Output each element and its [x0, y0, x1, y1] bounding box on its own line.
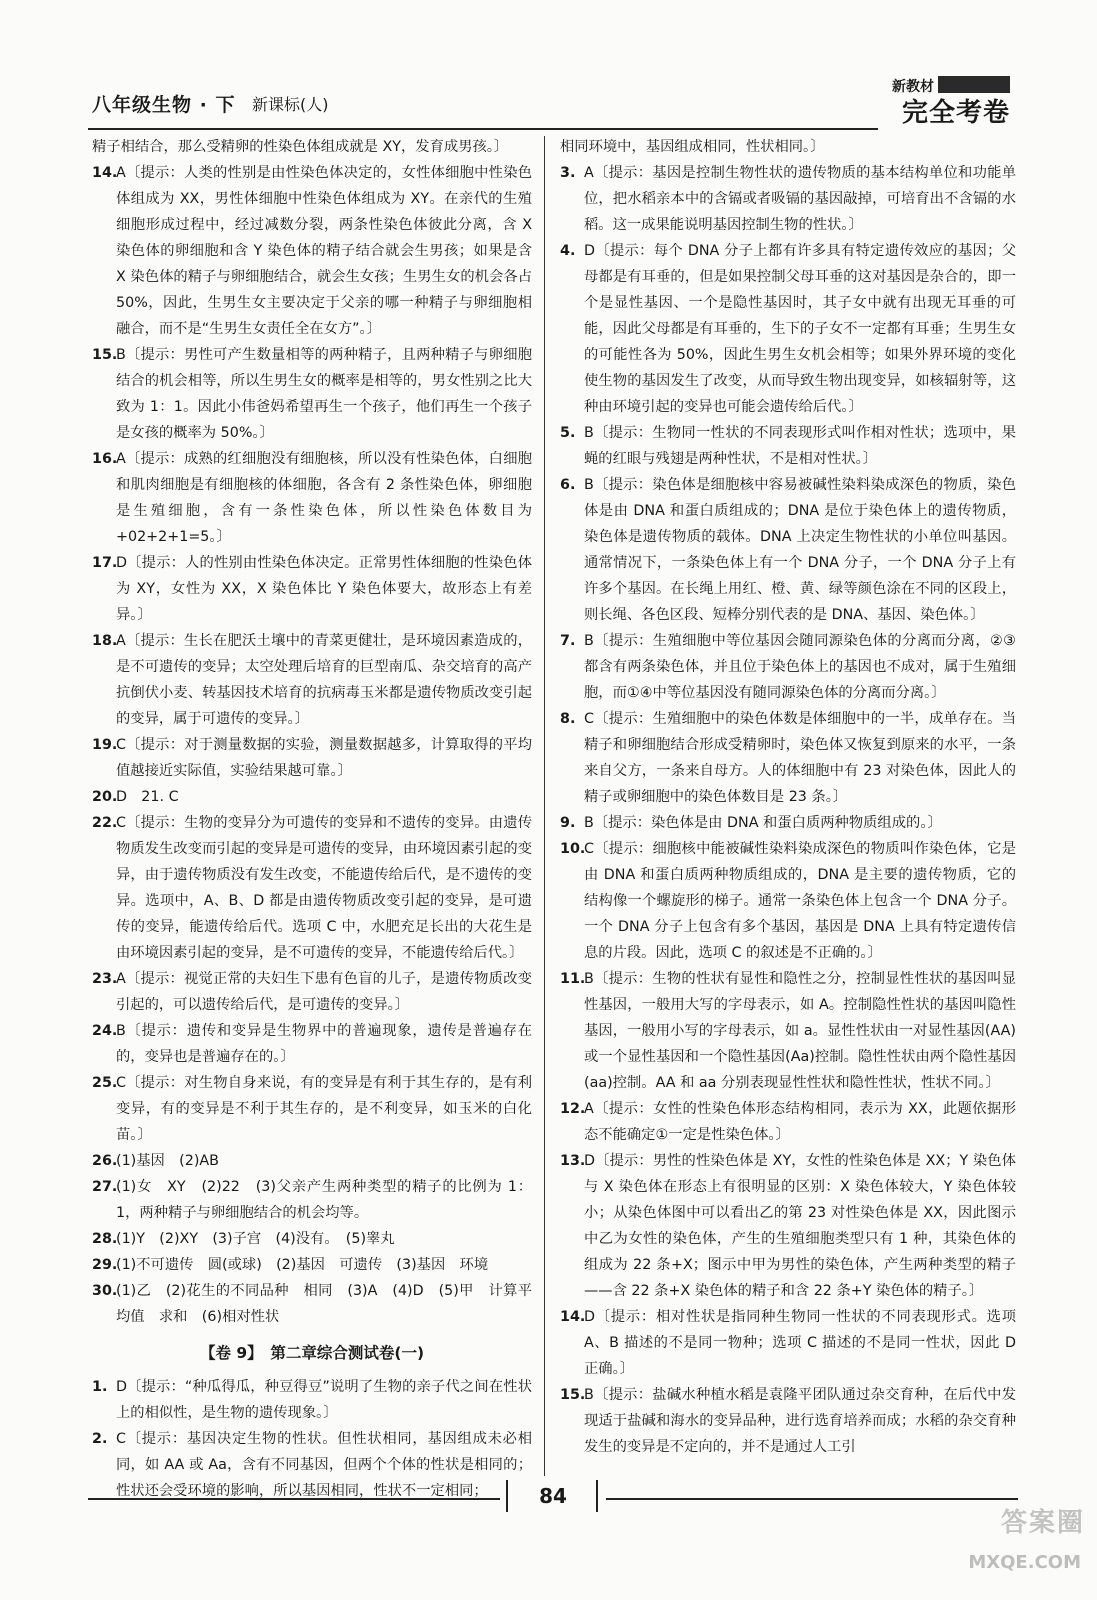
answer-text: D 21. C: [116, 789, 179, 805]
answer-number: 15.: [92, 347, 118, 363]
answer-number: 15.: [560, 1387, 586, 1403]
answer-text: C〔提示：对于测量数据的实验，测量数据越多，计算取得的平均值越接近实际值，实验结果越可靠。〕: [116, 737, 532, 779]
answer-number: 3.: [560, 165, 576, 181]
answer-text: B〔提示：染色体是细胞核中容易被碱性染料染成深色的物质，染色体是由 DNA 和蛋白质组成的；DNA 是位于染色体上的遗传物质，染色体是遗传物质的载体。DNA 上决定生物性状的小单位叫基因。通常情况下，一条染色体上有一个 DNA 分子，一个 DNA 分子上有许多个基因。在长绳上用红、橙、黄、绿等颜色涂在不同的区段上，则长绳、各色区段、短棒分别代表的是 DNA、基因、染色体。〕: [584, 477, 1016, 623]
answer-number: 11.: [560, 971, 586, 987]
answer-text: A〔提示：生长在肥沃土壤中的青菜更健壮，是环境因素造成的，是不可遗传的变异；太空处理后培育的巨型南瓜、杂交培育的高产抗倒伏小麦、转基因技术培育的抗病毒玉米都是遗传物质改变引起的变异，属于可遗传的变异。〕: [116, 633, 532, 727]
subject-title: 八年级生物 · 下: [92, 94, 236, 116]
column-divider: [544, 136, 545, 1476]
answer-item: [92, 1018, 532, 1070]
watermark-url: MXQE.COM: [968, 1552, 1081, 1573]
page-number: 84: [539, 1484, 567, 1508]
left-continuation: 精子相结合，那么受精卵的性染色体组成就是 XY，发育成男孩。〕: [92, 139, 509, 155]
answer-item: [92, 160, 532, 342]
answer-text: C〔提示：细胞核中能被碱性染料染成深色的物质叫作染色体，它是由 DNA 和蛋白质两种物质组成的，DNA 是主要的遗传物质，它的结构像一个螺旋形的梯子。通常一条染色体上包含一个 DNA 分子。一个 DNA 分子上包含有多个基因，基因是 DNA 上具有特定遗传信息的片段。因此，选项 C 的叙述是不正确的。〕: [584, 841, 1016, 961]
answer-text: (1)Y (2)XY (3)子宫 (4)没有。 (5)睾丸: [116, 1231, 395, 1247]
answer-item: [92, 1174, 532, 1226]
answer-item: [92, 342, 532, 446]
answer-text: D〔提示：男性的性染色体是 XY，女性的性染色体是 XX；Y 染色体与 X 染色体在形态上有很明显的区别：X 染色体较大，Y 染色体较小；从染色体图中可以看出乙的第 23 对性染色体是 XX，因此图示中乙为女性的染色体，产生的生殖细胞类型只有 1 种，其染色体的组成为 22 条+X；图示中甲为男性的染色体，产生两种类型的精子——含 22 条+X 染色体的精子和含 22 条+Y 染色体的精子。〕: [584, 1153, 1016, 1299]
answer-text: A〔提示：女性的性染色体形态结构相同，表示为 XX，此题依据形态不能确定①一定是性染色体。〕: [584, 1101, 1016, 1143]
answer-number: 23.: [92, 971, 118, 987]
answer-item: [92, 1252, 532, 1278]
answer-item: [560, 472, 1016, 628]
answer-text: D〔提示：相对性状是指同种生物同一性状的不同表现形式。选项 A、B 描述的不是同一物种；选项 C 描述的不是同一性状，因此 D 正确。〕: [584, 1309, 1016, 1377]
answer-item: [92, 1148, 532, 1174]
answer-number: 8.: [560, 711, 576, 727]
answer-number: 29.: [92, 1257, 118, 1273]
footer-rule-left: [88, 1498, 500, 1500]
footer-bar-left: [506, 1480, 508, 1512]
answer-item: [560, 706, 1016, 810]
brand-logo-text: 完全考卷: [901, 98, 1010, 128]
answer-text: B〔提示：染色体是由 DNA 和蛋白质两种物质组成的。〕: [584, 815, 942, 831]
answer-item: [560, 1096, 1016, 1148]
answer-number: 24.: [92, 1023, 118, 1039]
answer-number: 30.: [92, 1283, 118, 1299]
answer-item: [92, 784, 532, 810]
answer-text: B〔提示：男性可产生数量相等的两种精子，且两种精子与卵细胞结合的机会相等，所以生男生女的概率是相等的，男女性别之比大致为 1：1。因此小伟爸妈希望再生一个孩子，他们再生一个孩子是女孩的概率为 50%。〕: [116, 347, 532, 441]
answer-item: [560, 1382, 1016, 1460]
answer-text: A〔提示：人类的性别是由性染色体决定的，女性体细胞中性染色体组成为 XX，男性体细胞中性染色体组成为 XY。在亲代的生殖细胞形成过程中，经过减数分裂，两条性染色体彼此分离，含 X 染色体的卵细胞和含 Y 染色体的精子结合就会生男孩；如果是含 X 染色体的精子与卵细胞结合，就会生女孩；生男生女的机会各占 50%，因此，生男生女主要决定于父亲的哪一种精子与卵细胞相融合，而不是“生男生女责任全在女方”。〕: [116, 165, 532, 337]
answer-number: 7.: [560, 633, 576, 649]
answer-number: 26.: [92, 1153, 118, 1169]
left-column: [92, 134, 532, 1504]
footer-bar-right: [596, 1480, 598, 1512]
footer-rule-right: [606, 1498, 1018, 1500]
answer-number: 10.: [560, 841, 586, 857]
answer-number: 22.: [92, 815, 118, 831]
answer-number: 13.: [560, 1153, 586, 1169]
answer-number: 20.: [92, 789, 118, 805]
answer-text: B〔提示：盐碱水种植水稻是袁隆平团队通过杂交育种，在后代中发现适于盐碱和海水的变异品种，进行选育培养而成；水稻的杂交育种发生的变异是不定向的，并不是通过人工引: [584, 1387, 1016, 1455]
answer-item: [92, 1278, 532, 1330]
answer-text: B〔提示：生物的性状有显性和隐性之分，控制显性性状的基因叫显性基因，一般用大写的字母表示，如 A。控制隐性性状的基因叫隐性基因，一般用小写的字母表示，如 a。显性性状由一对显性基因(AA)或一个显性基因和一个隐性基因(Aa)控制。隐性性状由两个隐性基因(aa)控制。AA 和 aa 分别表现显性性状和隐性性状，性状不同。〕: [584, 971, 1016, 1091]
answer-text: (1)乙 (2)花生的不同品种 相同 (3)A (4)D (5)甲 计算平均值 求和 (6)相对性状: [116, 1283, 532, 1325]
answer-number: 14.: [560, 1309, 586, 1325]
page-footer: [88, 1478, 1018, 1518]
answer-text: C〔提示：生殖细胞中的染色体数是体细胞中的一半，成单存在。当精子和卵细胞结合形成受精卵时，染色体又恢复到原来的水平，一条来自父方，一条来自母方。人的体细胞中有 23 对染色体，因此人的精子或卵细胞中的染色体数目是 23 条。〕: [584, 711, 1016, 805]
answer-number: 5.: [560, 425, 576, 441]
answer-text: A〔提示：视觉正常的夫妇生下患有色盲的儿子，是遗传物质改变引起的，可以遗传给后代，是可遗传的变异。〕: [116, 971, 532, 1013]
answer-text: B〔提示：遗传和变异是生物界中的普遍现象，遗传是普遍存在的，变异也是普遍存在的。〕: [116, 1023, 532, 1065]
answer-text: A〔提示：基因是控制生物性状的遗传物质的基本结构单位和功能单位，把水稻亲本中的含镉或者吸镉的基因敲掉，可培育出不含镉的水稻。这一成果能说明基因控制生物的性状。〕: [584, 165, 1016, 233]
answer-number: 19.: [92, 737, 118, 753]
answer-text: C〔提示：对生物自身来说，有的变异是有利于其生存的，是有利变异，有的变异是不利于其生存的，是不利变异，如玉米的白化苗。〕: [116, 1075, 532, 1143]
answer-text: C〔提示：基因决定生物的性状。但性状相同，基因组成未必相同，如 AA 或 Aa，含有不同基因，但两个个体的性状是相同的；性状还会受环境的影响，所以基因相同，性状不一定相同；: [116, 1431, 532, 1499]
brand-subtitle: 新教材: [892, 79, 934, 95]
answer-number: 9.: [560, 815, 576, 831]
answer-number: 27.: [92, 1179, 118, 1195]
answer-number: 17.: [92, 555, 118, 571]
answer-text: B〔提示：生物同一性状的不同表现形式叫作相对性状；选项中，果蝇的红眼与残翅是两种性状，不是相对性状。〕: [584, 425, 1016, 467]
answer-number: 4.: [560, 243, 576, 259]
answer-item: [560, 160, 1016, 238]
right-column: [560, 134, 1016, 1460]
answer-item: [92, 966, 532, 1018]
answer-number: 2.: [92, 1431, 108, 1447]
page-header: [88, 79, 1018, 128]
answer-text: D〔提示：每个 DNA 分子上都有许多具有特定遗传效应的基因；父母都是有耳垂的，但是如果控制父母耳垂的这对基因是杂合的，即一个是显性基因、一个是隐性基因时，其子女中就有出现无耳垂的可能，因此父母都是有耳垂的，生下的子女不一定都有耳垂；生男生女的可能性各为 50%，因此生男生女机会相等；如果外界环境的变化使生物的基因发生了改变，从而导致生物出现变异，如核辐射等，这种由环境引起的变异也可能会遗传给后代。〕: [584, 243, 1016, 415]
answer-text: (1)基因 (2)AB: [116, 1153, 219, 1169]
edition-label: 新课标(人): [252, 95, 329, 114]
answer-item: [560, 1148, 1016, 1304]
answer-number: 6.: [560, 477, 576, 493]
right-continuation: 相同环境中，基因组成相同，性状相同。〕: [560, 139, 825, 155]
answer-text: A〔提示：成熟的红细胞没有细胞核，所以没有性染色体，白细胞和肌肉细胞是有细胞核的体细胞，各含有 2 条性染色体，卵细胞是生殖细胞，含有一条性染色体，所以性染色体数目为+02+2+1=5。〕: [116, 451, 532, 545]
answer-number: 1.: [92, 1379, 108, 1395]
answer-number: 18.: [92, 633, 118, 649]
answer-text: B〔提示：生殖细胞中等位基因会随同源染色体的分离而分离，②③都含有两条染色体，并且位于染色体上的基因也不成对，属于生殖细胞，而①④中等位基因没有随同源染色体的分离而分离。〕: [584, 633, 1016, 701]
answer-item: [92, 1374, 532, 1426]
answer-text: D〔提示：“种瓜得瓜，种豆得豆”说明了生物的亲子代之间在性状上的相似性，是生物的遗传现象。〕: [116, 1379, 532, 1421]
answer-item: [560, 1304, 1016, 1382]
watermark-logo: 答案圈: [1000, 1508, 1085, 1538]
answer-text: (1)女 XY (2)22 (3)父亲产生两种类型的精子的比例为 1：1，两种精子与卵细胞结合的机会均等。: [116, 1179, 532, 1221]
answer-item: [560, 966, 1016, 1096]
answer-item: [92, 810, 532, 966]
answer-number: 16.: [92, 451, 118, 467]
answer-text: (1)不可遗传 圆(或球) (2)基因 可遗传 (3)基因 环境: [116, 1257, 489, 1273]
answer-item: [92, 446, 532, 550]
answer-item: [92, 1070, 532, 1148]
answer-number: 28.: [92, 1231, 118, 1247]
answer-item: [92, 732, 532, 784]
answer-item: [560, 810, 1016, 836]
answer-number: 25.: [92, 1075, 118, 1091]
brand-logo-box: [938, 76, 1010, 93]
answer-number: 12.: [560, 1101, 586, 1117]
answer-item: [92, 628, 532, 732]
answer-item: [92, 550, 532, 628]
answer-item: [560, 628, 1016, 706]
answer-item: [560, 238, 1016, 420]
answer-item: [92, 1226, 532, 1252]
section-title: 【卷 9】 第二章综合测试卷(一): [199, 1344, 425, 1362]
answer-item: [560, 420, 1016, 472]
header-rule: [88, 128, 878, 130]
answer-number: 14.: [92, 165, 118, 181]
answer-text: C〔提示：生物的变异分为可遗传的变异和不遗传的变异。由遗传物质发生改变而引起的变异是可遗传的变异，由环境因素引起的变异，由于遗传物质没有发生改变，不能遗传给后代，是不遗传的变异。选项中，A、B、D 都是由遗传物质改变引起的变异，是可遗传的变异，能遗传给后代。选项 C 中，水肥充足长出的大花生是由环境因素引起的变异，是不可遗传的变异，不能遗传给后代。〕: [116, 815, 532, 961]
answer-text: D〔提示：人的性别由性染色体决定。正常男性体细胞的性染色体为 XY，女性为 XX，X 染色体比 Y 染色体要大，故形态上有差异。〕: [116, 555, 532, 623]
answer-item: [560, 836, 1016, 966]
